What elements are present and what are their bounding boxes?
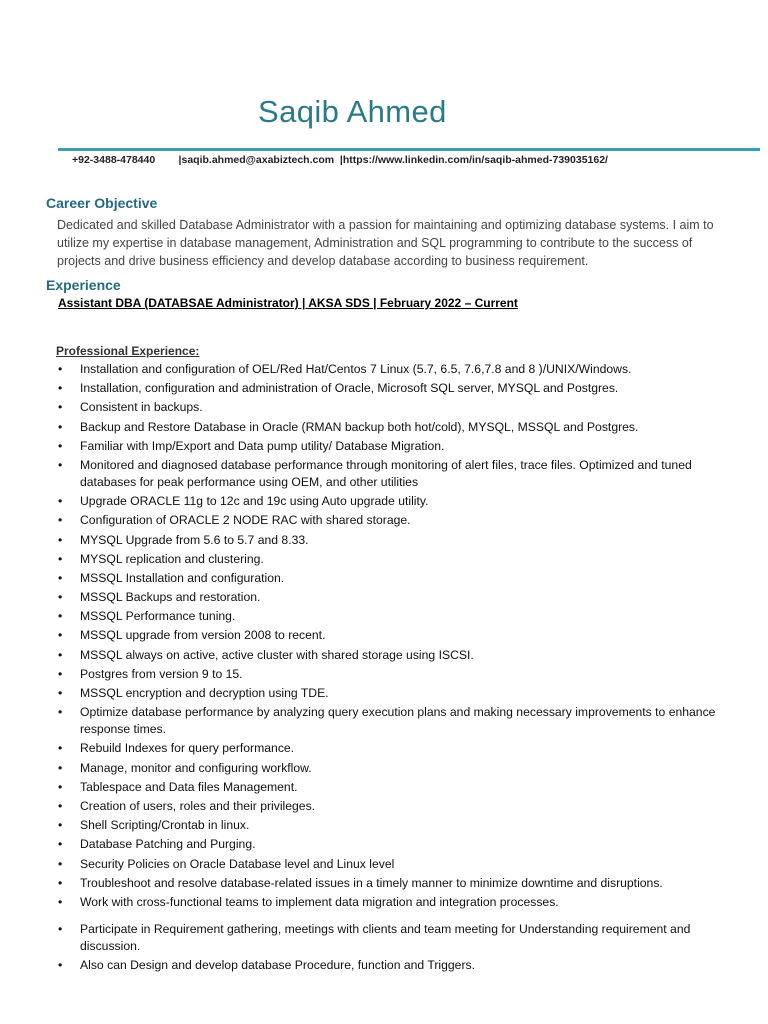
header-divider bbox=[58, 148, 760, 151]
list-item: • MSSQL Backups and restoration. bbox=[58, 589, 738, 606]
list-item: • MYSQL Upgrade from 5.6 to 5.7 and 8.33. bbox=[58, 532, 738, 549]
career-objective-text: Dedicated and skilled Database Administrator with a passion for maintaining and optimizing database systems. I aim to utilize my expertise in database management, Administration and SQL programming to contribute to the success of projects and drive business efficiency and develop database according to business requirement. bbox=[57, 218, 714, 268]
job-title: Assistant DBA (DATABSAE Administrator) | AKSA SDS | February 2022 – Current bbox=[58, 296, 518, 310]
list-item: • Security Policies on Oracle Database level and Linux level bbox=[58, 856, 738, 873]
list-item: • MSSQL upgrade from version 2008 to recent. bbox=[58, 627, 738, 644]
experience-heading: Experience bbox=[46, 277, 121, 293]
experience-list bbox=[58, 361, 738, 976]
list-item: • Shell Scripting/Crontab in linux. bbox=[58, 817, 738, 834]
list-item: • Tablespace and Data files Management. bbox=[58, 779, 738, 796]
list-item: • Optimize database performance by analyzing query execution plans and making necessary improvements to enhance response times. bbox=[58, 704, 738, 738]
career-objective-heading: Career Objective bbox=[46, 195, 158, 211]
list-item: • Installation and configuration of OEL/Red Hat/Centos 7 Linux (5.7, 6.5, 7.6,7.8 and 8 )/UNIX/Windows. bbox=[58, 361, 738, 378]
list-item: • MYSQL replication and clustering. bbox=[58, 551, 738, 568]
list-item: • Work with cross-functional teams to implement data migration and integration processes. bbox=[58, 894, 738, 911]
list-item: • Manage, monitor and configuring workflow. bbox=[58, 760, 738, 777]
list-item: • Postgres from version 9 to 15. bbox=[58, 666, 738, 683]
list-item: • Installation, configuration and administration of Oracle, Microsoft SQL server, MYSQL and Postgres. bbox=[58, 380, 738, 397]
list-item: • Troubleshoot and resolve database-related issues in a timely manner to minimize downtime and disruptions. bbox=[58, 875, 738, 892]
list-item: • Monitored and diagnosed database performance through monitoring of alert files, trace files. Optimized and tuned databases for peak performance using OEM, and other utilities bbox=[58, 457, 738, 491]
list-item: • Creation of users, roles and their privileges. bbox=[58, 798, 738, 815]
list-item: • MSSQL always on active, active cluster with shared storage using ISCSI. bbox=[58, 647, 738, 664]
list-item: • Database Patching and Purging. bbox=[58, 836, 738, 853]
list-item: • Configuration of ORACLE 2 NODE RAC with shared storage. bbox=[58, 512, 738, 529]
list-item: • Participate in Requirement gathering, meetings with clients and team meeting for Understanding requirement and discussion. bbox=[58, 921, 738, 955]
contact-line: +92-3488-478440 |saqib.ahmed@axabiztech.com |https://www.linkedin.com/in/saqib-ahmed-739035162/ bbox=[72, 154, 608, 166]
professional-experience-heading: Professional Experience: bbox=[56, 344, 200, 358]
list-item: • Consistent in backups. bbox=[58, 399, 738, 416]
list-item: • Familiar with Imp/Export and Data pump utility/ Database Migration. bbox=[58, 438, 738, 455]
list-item: • MSSQL encryption and decryption using TDE. bbox=[58, 685, 738, 702]
list-item: • MSSQL Performance tuning. bbox=[58, 608, 738, 625]
list-item: • Upgrade ORACLE 11g to 12c and 19c using Auto upgrade utility. bbox=[58, 493, 738, 510]
list-item: • Also can Design and develop database Procedure, function and Triggers. bbox=[58, 957, 738, 974]
candidate-name: Saqib Ahmed bbox=[258, 94, 447, 129]
list-item: • Backup and Restore Database in Oracle (RMAN backup both hot/cold), MYSQL, MSSQL and Postgres. bbox=[58, 419, 738, 436]
list-item: • Rebuild Indexes for query performance. bbox=[58, 740, 738, 757]
list-item: • MSSQL Installation and configuration. bbox=[58, 570, 738, 587]
